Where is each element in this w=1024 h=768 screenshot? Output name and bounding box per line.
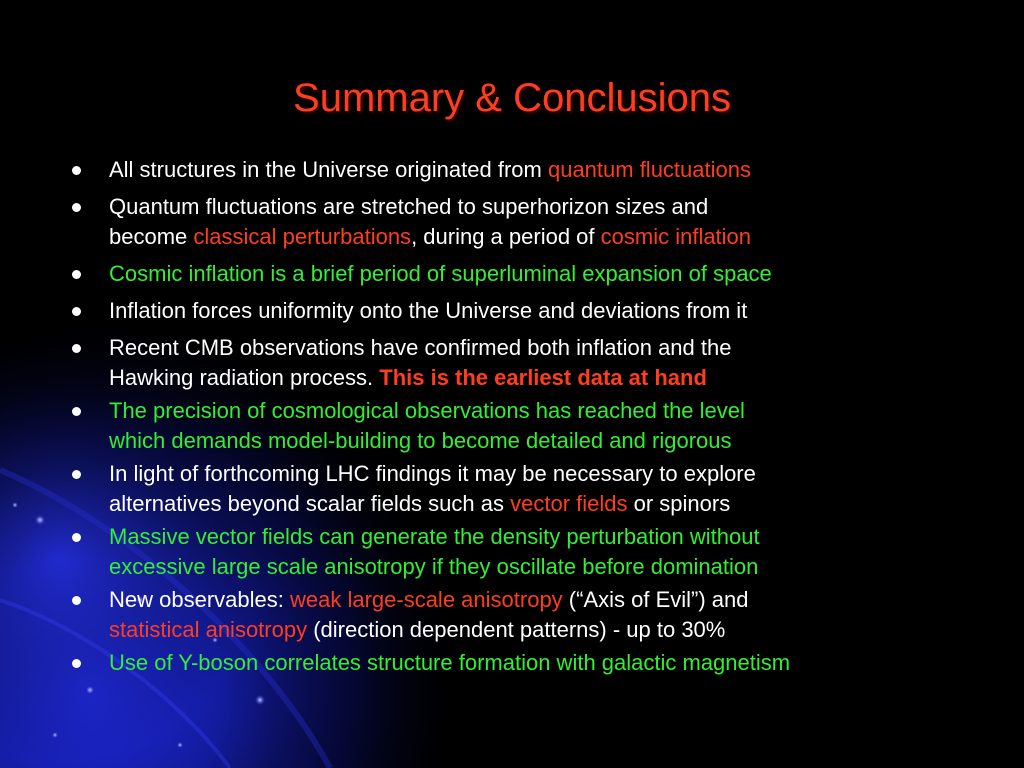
bullet-text: Quantum fluctuations are stretched to superhorizon sizes and	[109, 194, 709, 219]
bullet-text: All structures in the Universe originated from	[109, 157, 548, 182]
bullet-item	[72, 296, 1012, 326]
bullet-item	[72, 333, 1012, 393]
bullet-text: Inflation forces uniformity onto the Universe and deviations from it	[109, 298, 748, 323]
bullet-text: New observables:	[109, 587, 290, 612]
bullet-dot-icon	[72, 166, 81, 175]
highlight-red: quantum fluctuations	[547, 157, 751, 182]
bullet-item	[72, 522, 1012, 582]
bullet-dot-icon	[72, 344, 81, 353]
highlight-red: vector fields	[510, 491, 628, 516]
bullet-item	[72, 396, 1012, 456]
highlight-green: which demands model-building to become detailed and rigorous	[109, 428, 732, 453]
bullet-item	[72, 259, 1012, 289]
bullet-dot-icon	[72, 596, 81, 605]
highlight-green: The precision of cosmological observations has reached the level	[109, 398, 745, 423]
bullet-item	[72, 155, 1012, 185]
bullet-item	[72, 585, 1012, 645]
bullet-text: Hawking radiation process.	[109, 365, 380, 390]
bullet-text: , during a period of	[411, 224, 601, 249]
bullet-text: become	[109, 224, 194, 249]
highlight-red-bold: This is the earliest data at hand	[379, 365, 707, 390]
highlight-green: Massive vector fields can generate the density perturbation without	[109, 524, 760, 549]
highlight-red: cosmic inflation	[600, 224, 752, 249]
highlight-green: excessive large scale anisotropy if they oscillate before domination	[109, 554, 759, 579]
bullet-text: (direction dependent patterns) - up to 30%	[307, 617, 726, 642]
highlight-green: Use of Y-boson correlates structure formation with galactic magnetism	[109, 650, 791, 675]
bullet-dot-icon	[72, 407, 81, 416]
highlight-red: statistical anisotropy	[109, 617, 308, 642]
bullet-text: Recent CMB observations have confirmed both inflation and the	[109, 335, 732, 360]
bullet-dot-icon	[72, 203, 81, 212]
bullet-text: alternatives beyond scalar fields such as	[109, 491, 511, 516]
bullet-list	[72, 155, 1012, 681]
highlight-red: weak large-scale anisotropy	[289, 587, 563, 612]
bullet-dot-icon	[72, 470, 81, 479]
bullet-text: or spinors	[627, 491, 731, 516]
bullet-text: In light of forthcoming LHC findings it may be necessary to explore	[109, 461, 756, 486]
slide-title: Summary & Conclusions	[293, 76, 731, 120]
bullet-item	[72, 192, 1012, 252]
bullet-text: (“Axis of Evil”) and	[562, 587, 749, 612]
bullet-dot-icon	[72, 270, 81, 279]
highlight-red: classical perturbations	[193, 224, 412, 249]
bullet-dot-icon	[72, 533, 81, 542]
bullet-item	[72, 648, 1012, 678]
highlight-green: Cosmic inflation is a brief period of superluminal expansion of space	[109, 261, 772, 286]
bullet-dot-icon	[72, 307, 81, 316]
bullet-item	[72, 459, 1012, 519]
bullet-dot-icon	[72, 659, 81, 668]
